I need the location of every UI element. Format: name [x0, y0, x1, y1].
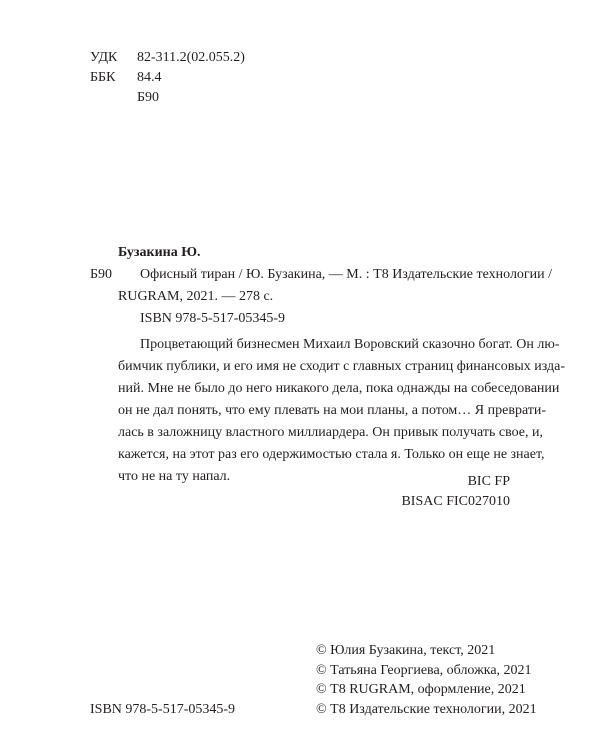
abstract-paragraph	[118, 334, 565, 488]
udk-value: 82-311.2(02.055.2)	[137, 50, 245, 65]
bbk-value: 84.4	[137, 70, 162, 85]
isbn-footer: ISBN 978-5-517-05345-9	[90, 702, 236, 717]
abstract-line: кажется, на этот раз его одержимостью стала я. Только он еще не знает,	[118, 447, 545, 462]
abstract-line: бимчик публики, и его имя не сходит с главных страниц финансовых изда-	[118, 359, 565, 374]
abstract-line: Процветающий бизнесмен Михаил Воровский сказочно богат. Он лю-	[140, 337, 560, 352]
abstract-line: лась в заложницу властного миллиардера. Он привык получать свое, и,	[118, 425, 544, 440]
title-line-2: RUGRAM, 2021. — 278 с.	[118, 289, 274, 304]
author-heading: Бузакина Ю.	[118, 245, 201, 260]
bisac-code: BISAC FIC027010	[401, 494, 510, 509]
bbk-label: ББК	[90, 70, 116, 85]
copyright-block	[316, 641, 537, 719]
abstract-line: что не на ту напал.	[118, 469, 231, 484]
author-mark-value: Б90	[137, 90, 160, 105]
copyright-line: © Татьяна Георгиева, обложка, 2021	[316, 662, 532, 678]
copyright-line: © Т8 Издательские технологии, 2021	[316, 701, 537, 717]
bic-code: BIC FP	[467, 474, 510, 489]
abstract-line: он не дал понять, что ему плевать на мои планы, а потом… Я преврати-	[118, 403, 547, 418]
isbn-entry: ISBN 978-5-517-05345-9	[140, 311, 286, 326]
catalog-code: Б90	[90, 267, 113, 282]
subject-codes	[401, 472, 510, 512]
title-line-1: Офисный тиран / Ю. Бузакина, — М. : Т8 Издательские технологии /	[140, 267, 553, 282]
copyright-line: © Т8 RUGRAM, оформление, 2021	[316, 682, 526, 697]
copyright-line: © Юлия Бузакина, текст, 2021	[316, 643, 496, 658]
abstract-line: ний. Мне не было до него никакого дела, пока однажды на собеседовании	[118, 381, 560, 396]
udk-label: УДК	[90, 50, 118, 65]
